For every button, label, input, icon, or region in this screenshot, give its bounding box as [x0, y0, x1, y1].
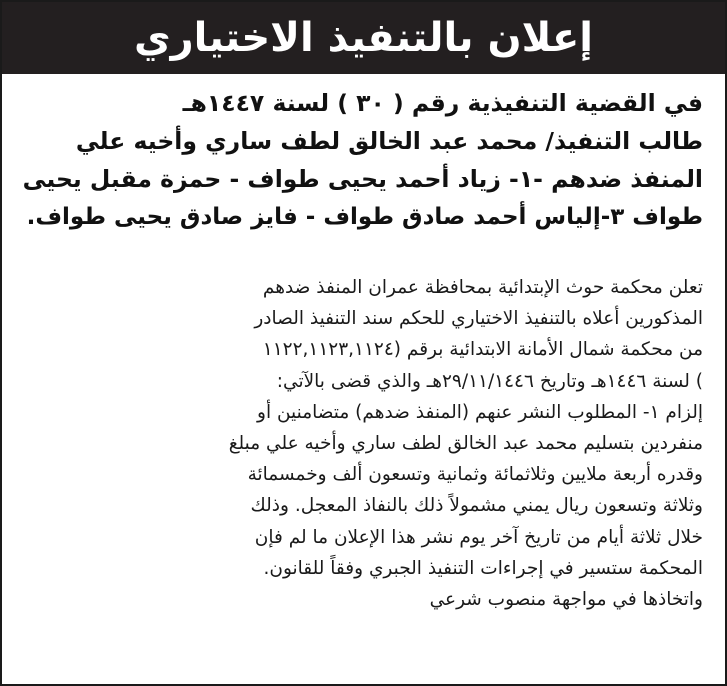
body-line: ) لسنة ١٤٤٦هـ وتاريخ ٢٩/١١/١٤٤٦هـ والذي قضى بالآتي: — [276, 370, 703, 392]
body-line: المذكورين أعلاه بالتنفيذ الاختياري للحكم سند التنفيذ الصادر — [254, 308, 703, 330]
body-line: وقدره أربعة ملايين وثلاثمائة وثمانية وتسعون ألف وخمسمائة — [247, 464, 703, 486]
notice-title: إعلان بالتنفيذ الاختياري — [133, 15, 594, 61]
body-line: من محكمة شمال الأمانة الابتدائية برقم (١١٢٢,١١٢٣,١١٢٤ — [262, 339, 703, 361]
body-line: إلزام ١- المطلوب النشر عنهم (المنفذ ضدهم) متضامنين أو — [257, 401, 703, 423]
case-heading — [22, 84, 703, 236]
respondents-line: المنفذ ضدهم -١- زياد أحمد يحيى طواف - حمزة مقبل يحيى — [22, 165, 703, 193]
body-line: منفردين بتسليم محمد عبد الخالق لطف ساري وأخيه علي مبلغ — [228, 432, 703, 454]
body-line: واتخاذها في مواجهة منصوب شرعي — [429, 588, 703, 610]
body-line: وثلاثة وتسعون ريال يمني مشمولاً ذلك بالنفاذ المعجل. وذلك — [250, 495, 703, 517]
respondents-line-continued: طواف ٣-إلياس أحمد صادق طواف - فايز صادق يحيى طواف. — [26, 204, 703, 230]
notice-body — [22, 272, 703, 615]
body-line: تعلن محكمة حوث الإبتدائية بمحافظة عمران المنفذ ضدهم — [262, 277, 703, 298]
case-number-line: في القضية التنفيذية رقم ( ٣٠ ) لسنة ١٤٤٧هـ — [182, 89, 703, 117]
body-line: المحكمة ستسير في إجراءات التنفيذ الجبري وفقاً للقانون. — [263, 557, 703, 579]
applicant-line: طالب التنفيذ/ محمد عبد الخالق لطف ساري وأخيه علي — [75, 127, 703, 155]
body-line: خلال ثلاثة أيام من تاريخ آخر يوم نشر هذا الإعلان ما لم فإن — [254, 526, 703, 548]
title-banner — [2, 2, 725, 74]
